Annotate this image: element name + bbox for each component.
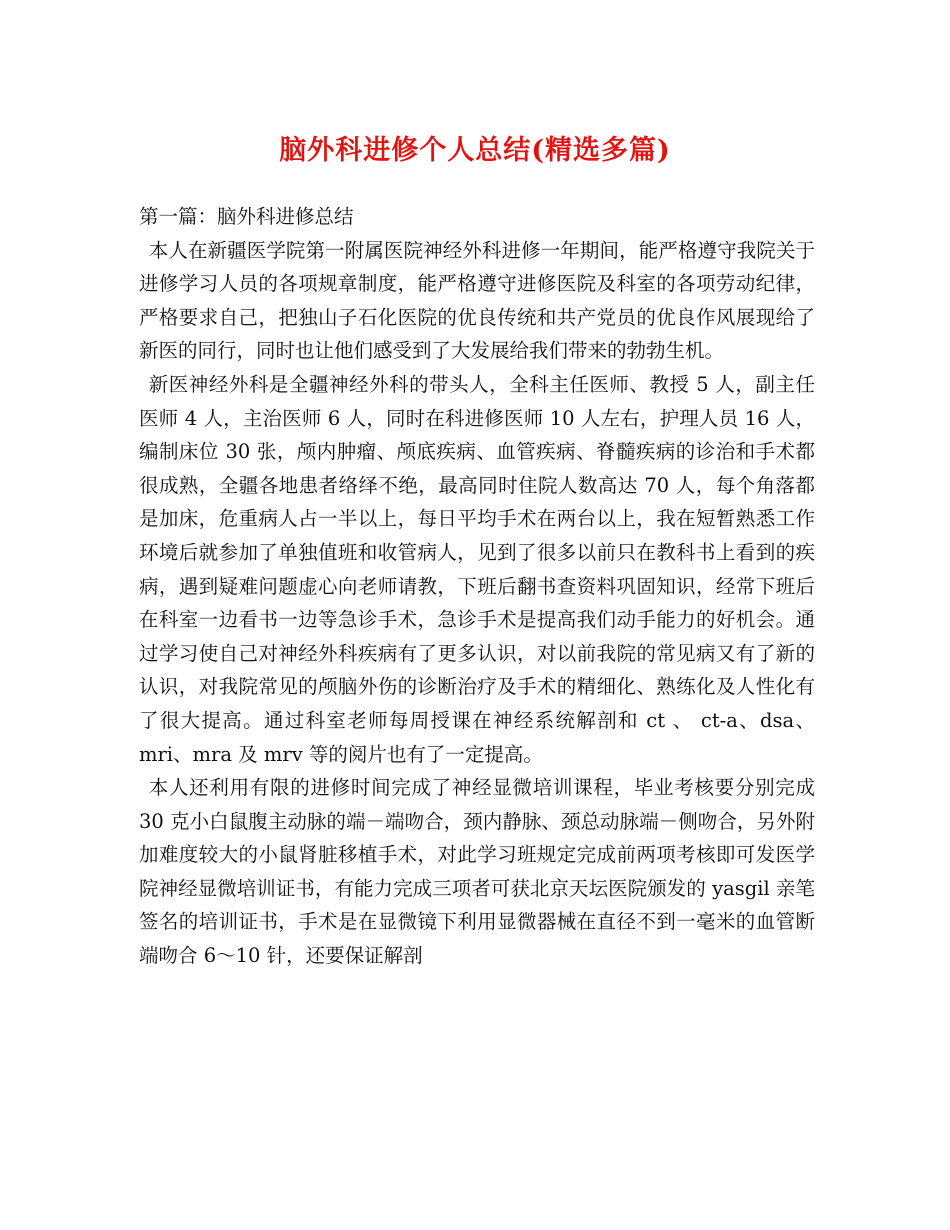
document-body — [139, 200, 815, 973]
paragraph-3: 本人还利用有限的进修时间完成了神经显微培训课程，毕业考核要分别完成 30 克小白鼠腹主动脉的端－端吻合，颈内静脉、颈总动脉端－侧吻合，另外附加难度较大的小鼠肾脏移植手术，对此学习班规定完成前两项考核即可发医学院神经显微培训证书，有能力完成三项者可获北京天坛医院颁发的 yasgil 亲笔签名的培训证书，手术是在显微镜下利用显微器械在直径不到一毫米的血管断端吻合 6～10 针，还要保证解剖 — [139, 776, 815, 968]
document-title: 脑外科进修个人总结(精选多篇) — [279, 135, 671, 166]
section-heading: 第一篇：脑外科进修总结 — [139, 205, 354, 228]
paragraph-2: 新医神经外科是全疆神经外科的带头人，全科主任医师、教授 5 人，副主任医师 4 人，主治医师 6 人，同时在科进修医师 10 人左右，护理人员 16 人，编制床位 30 张，颅内肿瘤、颅底疾病、血管疾病、脊髓疾病的诊治和手术都很成熟，全疆各地患者络绎不绝，最高同时住院人数高达 70 人，每个角落都是加床，危重病人占一半以上，每日平均手术在两台以上，我在短暂熟悉工作环境后就参加了单独值班和收管病人，见到了很多以前只在教科书上看到的疾病，遇到疑难问题虚心向老师请教，下班后翻书查资料巩固知识，经常下班后在科室一边看书一边等急诊手术，急诊手术是提高我们动手能力的好机会。通过学习使自己对神经外科疾病有了更多认识，对以前我院的常见病又有了新的认识，对我院常见的颅脑外伤的诊断治疗及手术的精细化、熟练化及人性化有了很大提高。通过科室老师每周授课在神经系统解剖和 ct 、 ct-a、dsa、mri、mra 及 mrv 等的阅片也有了一定提高。 — [139, 372, 815, 766]
paragraph-1: 本人在新疆医学院第一附属医院神经外科进修一年期间，能严格遵守我院关于进修学习人员的各项规章制度，能严格遵守进修医院及科室的各项劳动纪律，严格要求自己，把独山子石化医院的优良传统和共产党员的优良作风展现给了新医的同行，同时也让他们感受到了大发展给我们带来的勃勃生机。 — [139, 238, 815, 363]
